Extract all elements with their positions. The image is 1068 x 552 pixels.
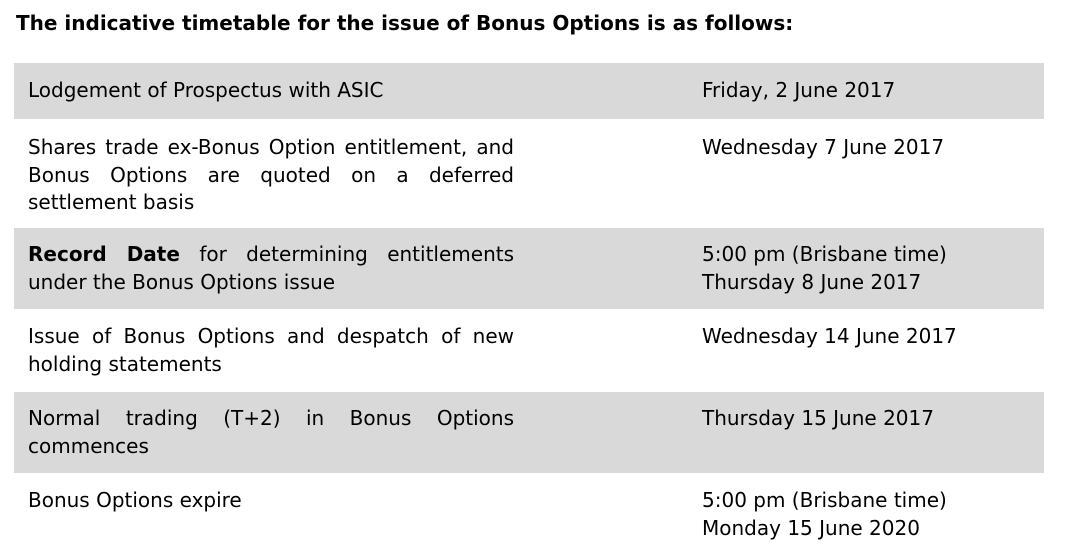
timetable-heading: The indicative timetable for the issue of Bonus Options is as follows:: [16, 11, 794, 35]
date-line: Wednesday 7 June 2017: [702, 135, 945, 159]
event-text: for determining entitlements under the Bonus Options issue: [28, 242, 515, 294]
timetable-table: [14, 63, 1044, 551]
event-cell: Issue of Bonus Options and despatch of new holding statements: [28, 324, 514, 376]
event-cell: Lodgement of Prospectus with ASIC: [28, 78, 384, 102]
table-row: [14, 391, 1044, 473]
table-row: [14, 63, 1044, 119]
date-line: 5:00 pm (Brisbane time): [702, 488, 947, 512]
date-cell: [702, 134, 1042, 162]
date-cell: [702, 241, 1042, 296]
event-cell: Shares trade ex-Bonus Option entitlement, and Bonus Options are quoted on a deferred settlement basis: [28, 135, 514, 214]
event-cell: Normal trading (T+2) in Bonus Options commences: [28, 406, 514, 458]
date-line: 5:00 pm (Brisbane time): [702, 242, 947, 266]
table-row: [14, 119, 1044, 227]
date-cell: [702, 323, 1042, 351]
date-line: Thursday 15 June 2017: [702, 406, 934, 430]
date-cell: [702, 77, 1042, 105]
event-cell: [28, 241, 514, 296]
date-line: Monday 15 June 2020: [702, 515, 920, 540]
table-row: [14, 473, 1044, 551]
date-cell: [702, 405, 1042, 433]
event-cell: Bonus Options expire: [28, 488, 242, 512]
date-line: Wednesday 14 June 2017: [702, 324, 957, 348]
date-cell: [702, 487, 1042, 542]
table-row: [14, 227, 1044, 309]
date-line: Friday, 2 June 2017: [702, 78, 896, 102]
record-date-label: Record Date: [28, 242, 180, 266]
table-row: [14, 309, 1044, 391]
date-line: Thursday 8 June 2017: [702, 269, 922, 294]
